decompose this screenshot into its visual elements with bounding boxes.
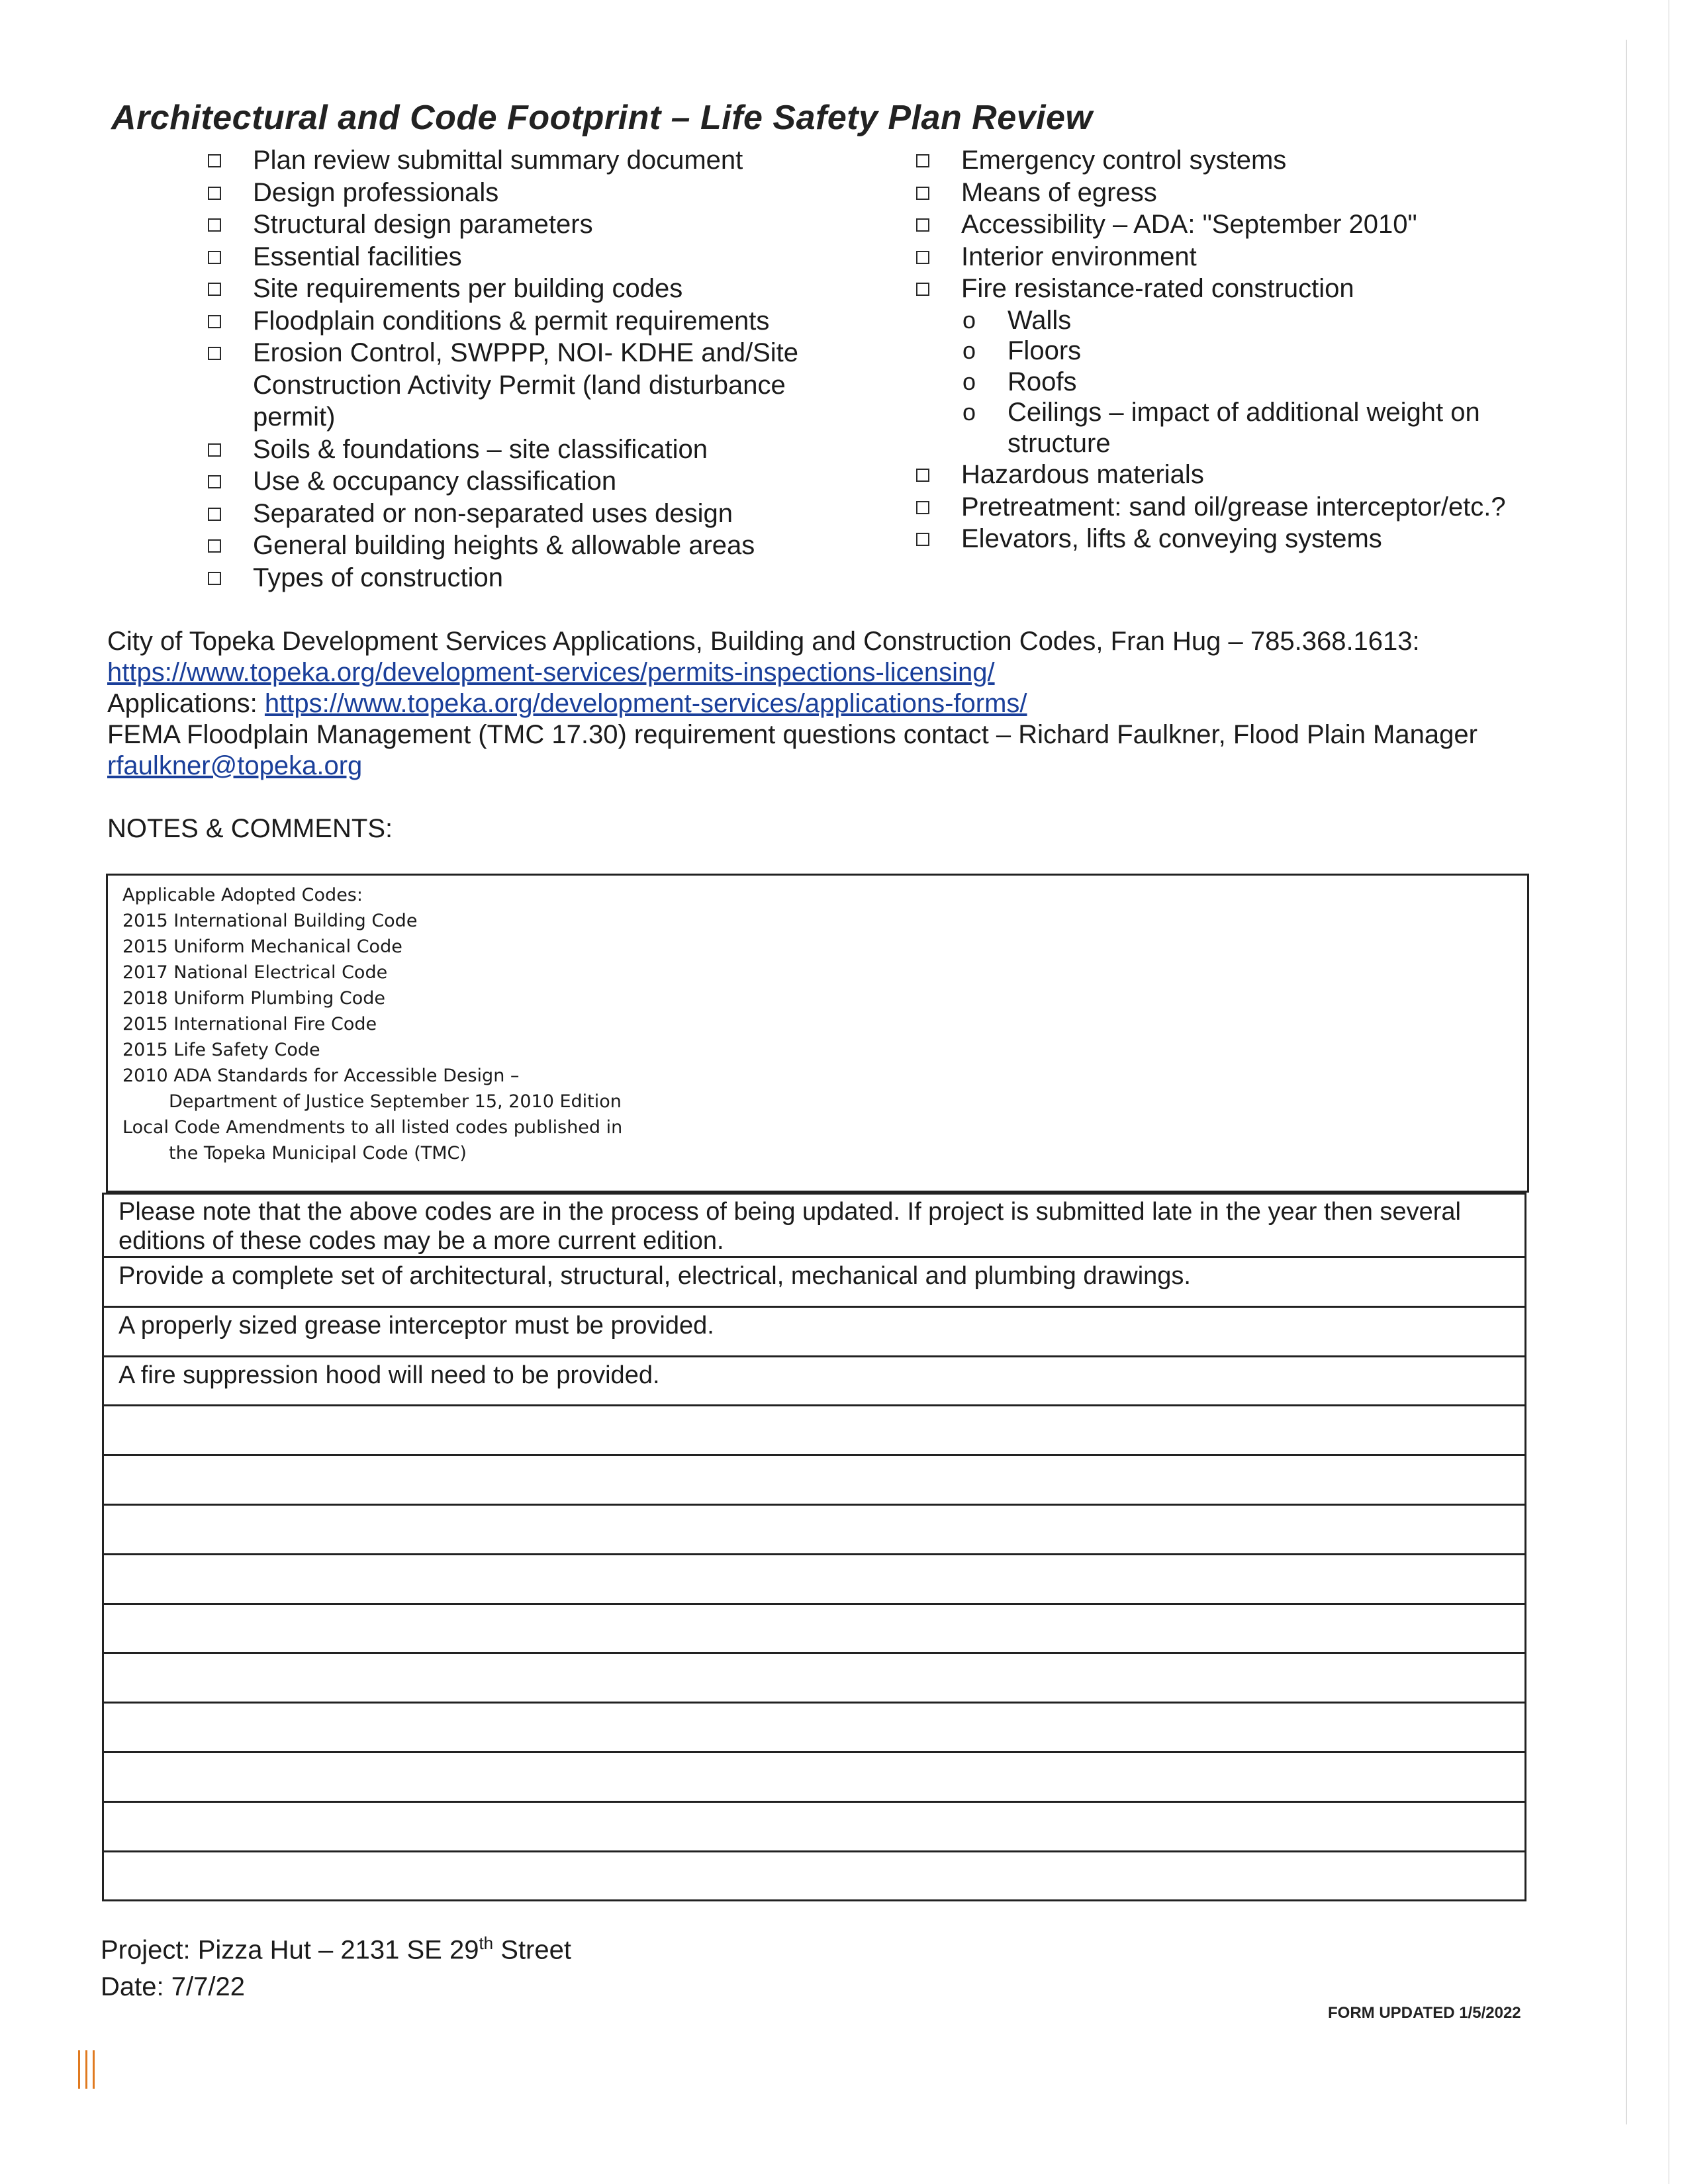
checklist-item[interactable]: General building heights & allowable areas [205,529,867,562]
note-row[interactable] [104,1404,1524,1454]
checkbox-icon[interactable] [916,251,929,264]
code-item: 2015 International Fire Code [122,1014,377,1034]
date-line [101,1968,571,2005]
note-row[interactable] [104,1454,1524,1504]
scan-edge-line [1668,0,1669,2184]
checkbox-icon[interactable] [208,187,221,200]
page-title: Architectural and Code Footprint – Life Safety Plan Review [111,99,1093,137]
note-row[interactable] [104,1751,1524,1801]
bullet-icon: o [962,306,976,334]
ordinal-suffix: th [479,1933,494,1953]
fema-contact-line: FEMA Floodplain Management (TMC 17.30) requirement questions contact – Richard Faulkner, Flood Plain Manager [107,720,1477,749]
note-row[interactable] [104,1801,1524,1850]
checklist-item[interactable]: Structural design parameters [205,208,867,241]
applications-link[interactable]: https://www.topeka.org/development-services/applications-forms/ [264,689,1027,718]
note-row[interactable] [104,1850,1524,1900]
checklist-item[interactable]: Design professionals [205,177,867,209]
checklist-item[interactable]: Emergency control systems [914,144,1575,177]
sub-list-item: o Ceilings – impact of additional weight on structure [962,398,1480,458]
local-amendments-line: Local Code Amendments to all listed codes published in [122,1117,623,1138]
checklist-item[interactable]: Separated or non-separated uses design [205,498,867,530]
sub-list-item: o Roofs [962,367,1077,396]
permits-link[interactable]: https://www.topeka.org/development-services/permits-inspections-licensing/ [107,658,995,687]
bullet-icon: o [962,398,976,426]
scan-edge-line [1626,40,1627,2124]
form-updated-stamp: FORM UPDATED 1/5/2022 [1328,2004,1521,2022]
email-link[interactable]: rfaulkner@topeka.org [107,751,363,780]
checklist-item[interactable]: Plan review submittal summary document [205,144,867,177]
checkbox-icon[interactable] [208,443,221,457]
notes-label: NOTES & COMMENTS: [107,814,393,843]
checklist-item[interactable]: Fire resistance-rated construction o Walls o Floors o Roofs o Ceilings – impact of additional weight on structure [914,273,1575,459]
checkbox-icon[interactable] [916,501,929,514]
checkbox-icon[interactable] [208,572,221,585]
bullet-icon: o [962,367,976,395]
checkbox-icon[interactable] [916,218,929,232]
checklist-item[interactable]: Interior environment [914,241,1575,273]
code-item: 2015 International Building Code [122,911,418,931]
checklist-left [205,144,867,594]
note-row[interactable]: A properly sized grease interceptor must be provided. [104,1306,1524,1355]
checkbox-icon[interactable] [208,347,221,360]
adopted-codes-box [106,874,1529,1193]
checklist-item[interactable]: Means of egress [914,177,1575,209]
scan-marks [78,2050,95,2089]
project-street: Street [500,1935,571,1965]
checkbox-icon[interactable] [208,475,221,488]
note-row[interactable]: Provide a complete set of architectural, structural, electrical, mechanical and plumbing drawings. [104,1256,1524,1306]
checkbox-icon[interactable] [916,533,929,546]
code-item-continuation: Department of Justice September 15, 2010 Edition [169,1091,622,1112]
contact-info [107,626,1597,782]
checklist-item[interactable]: Soils & foundations – site classification [205,433,867,466]
applications-label: Applications: [107,689,258,718]
checkbox-icon[interactable] [208,218,221,232]
checklist-item[interactable]: Hazardous materials [914,459,1575,491]
code-item: 2010 ADA Standards for Accessible Design – [122,1066,520,1086]
checkbox-icon[interactable] [916,154,929,167]
note-row[interactable] [104,1553,1524,1603]
note-row[interactable]: A fire suppression hood will need to be provided. [104,1355,1524,1405]
project-name: Pizza Hut – 2131 SE 29 [197,1935,479,1965]
scan-mark [85,2050,87,2089]
checklist-item[interactable]: Site requirements per building codes [205,273,867,305]
notes-table [102,1193,1526,1901]
code-item: 2015 Uniform Mechanical Code [122,936,402,957]
local-amendments-continuation: the Topeka Municipal Code (TMC) [169,1143,467,1163]
note-row[interactable]: Please note that the above codes are in the process of being updated. If project is submitted late in the year then several editions of these codes may be a more current edition. [104,1193,1524,1256]
code-item: 2015 Life Safety Code [122,1040,320,1060]
checkbox-icon[interactable] [208,251,221,264]
checkbox-icon[interactable] [916,283,929,296]
checkbox-icon[interactable] [208,508,221,521]
checklist-item[interactable]: Pretreatment: sand oil/grease interceptor/etc.? [914,491,1575,523]
scan-mark [93,2050,95,2089]
checklist-item[interactable]: Erosion Control, SWPPP, NOI- KDHE and/Site Construction Activity Permit (land disturbance permit) [205,337,867,433]
checklist-item[interactable]: Types of construction [205,562,867,594]
project-label: Project: [101,1935,191,1965]
applications-line [107,688,1597,719]
code-item: 2018 Uniform Plumbing Code [122,988,385,1009]
note-row[interactable] [104,1702,1524,1751]
checkbox-icon[interactable] [208,154,221,167]
checklist-item[interactable]: Elevators, lifts & conveying systems [914,523,1575,555]
checklist-item[interactable]: Accessibility – ADA: "September 2010" [914,208,1575,241]
checkbox-icon[interactable] [208,283,221,296]
date-value: 7/7/22 [171,1972,245,2002]
checkbox-icon[interactable] [916,187,929,200]
sub-list-item: o Floors [962,336,1082,365]
sub-list-item: o Walls [962,305,1072,335]
checklist-item[interactable]: Use & occupancy classification [205,465,867,498]
checklist-right [914,144,1575,555]
project-info [101,1925,571,2005]
city-contact-line: City of Topeka Development Services Applications, Building and Construction Codes, Fran Hug – 785.368.1613: [107,627,1420,656]
checkbox-icon[interactable] [208,539,221,553]
checkbox-icon[interactable] [208,315,221,328]
project-line [101,1925,571,1968]
bullet-icon: o [962,337,976,364]
fire-resistance-sublist [961,305,1575,459]
note-row[interactable] [104,1652,1524,1702]
date-label: Date: [101,1972,164,2002]
codes-heading: Applicable Adopted Codes: [122,885,363,905]
scan-mark [78,2050,80,2089]
checklist-item[interactable]: Essential facilities [205,241,867,273]
note-row[interactable] [104,1504,1524,1553]
checkbox-icon[interactable] [916,469,929,482]
note-row[interactable] [104,1603,1524,1653]
code-item: 2017 National Electrical Code [122,962,388,983]
checklist-item[interactable]: Floodplain conditions & permit requirements [205,305,867,338]
